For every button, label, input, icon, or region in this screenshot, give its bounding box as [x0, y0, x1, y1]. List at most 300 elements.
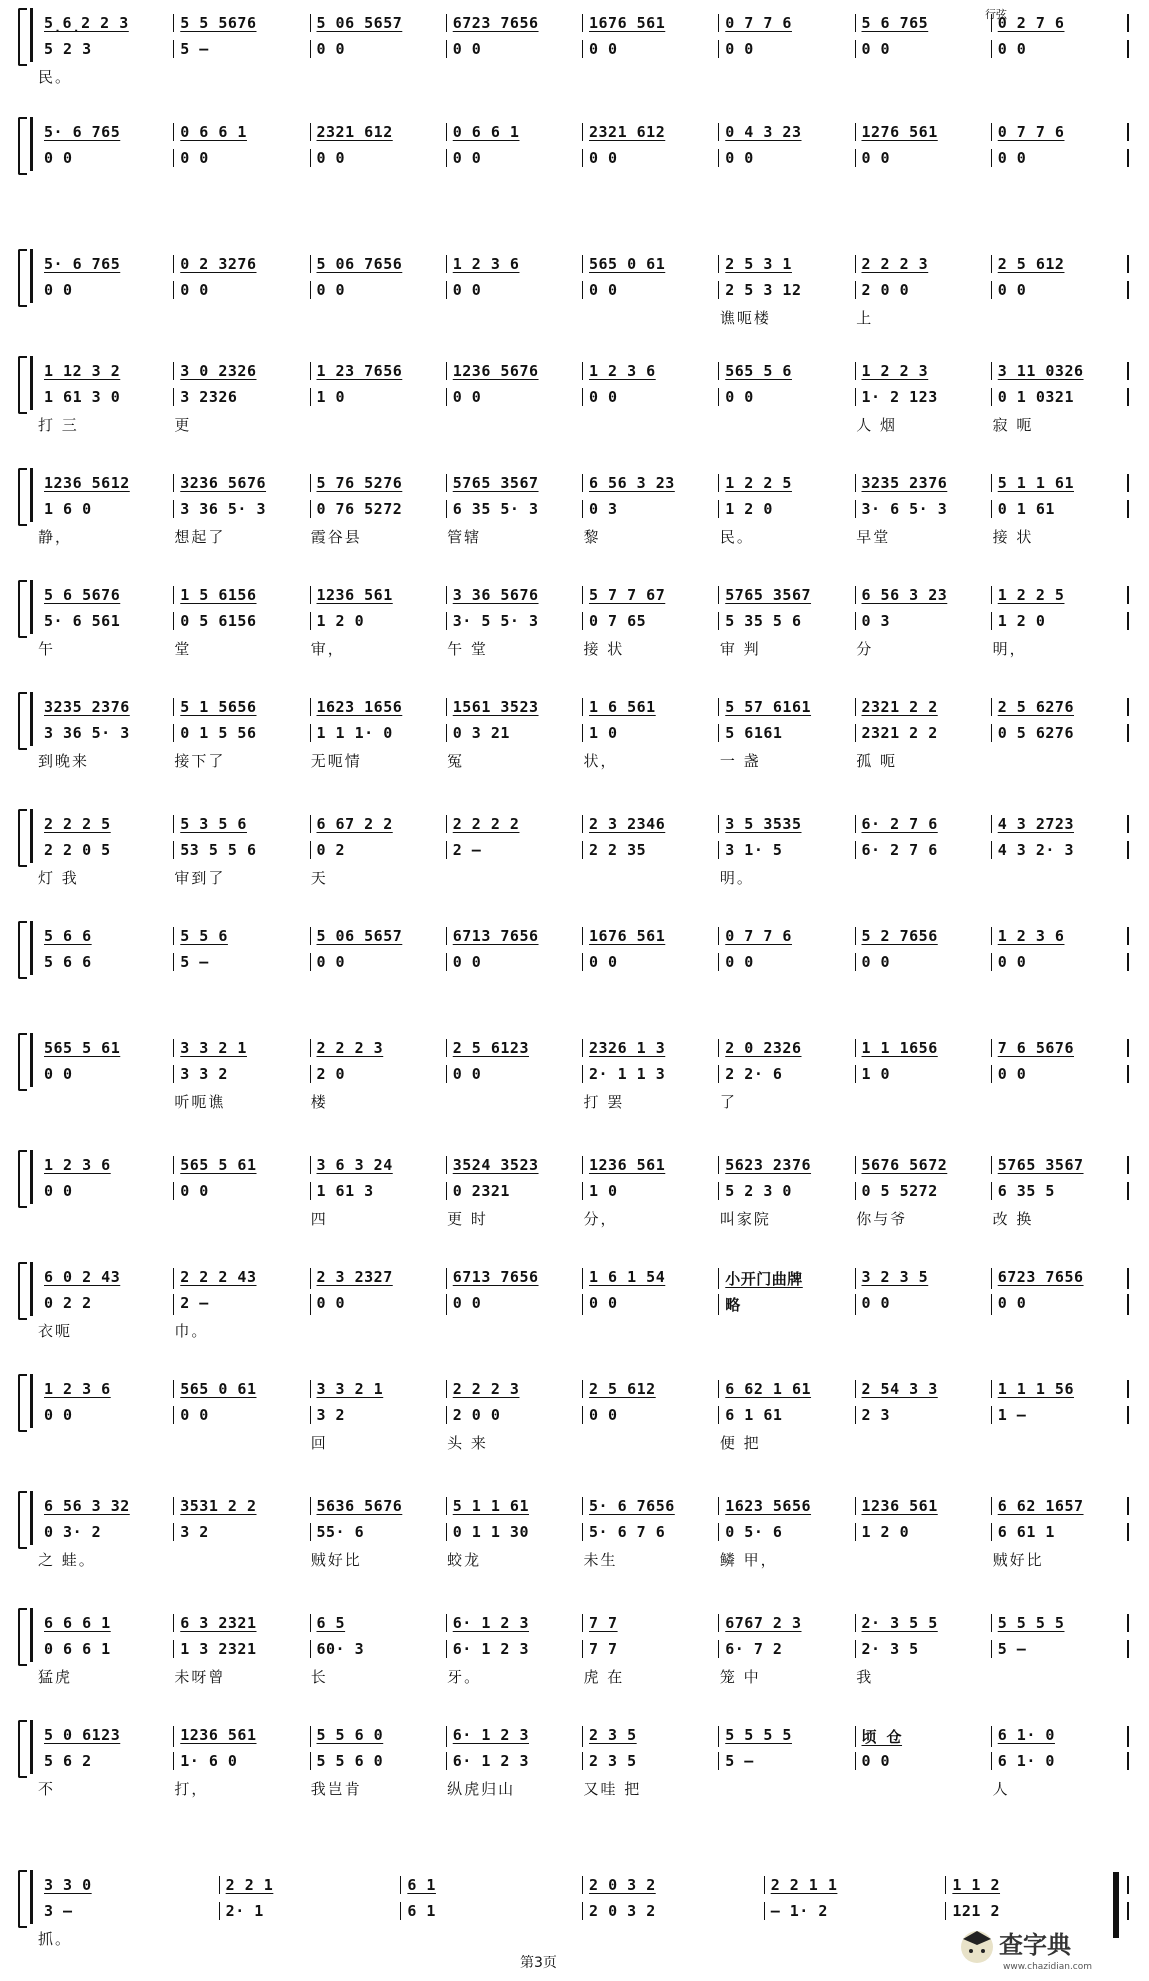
measure: 2 – — [174, 1294, 310, 1315]
measure: 略 — [719, 1294, 855, 1315]
lyric-text — [720, 1320, 856, 1341]
measure: 6 62 1657 — [992, 1497, 1129, 1515]
measure: 0 0 — [856, 1752, 992, 1770]
measure: 5 06 7656 — [311, 255, 447, 273]
lyric-line — [38, 638, 1129, 659]
melody-line — [38, 815, 1129, 833]
measure: 1 0 — [583, 724, 719, 742]
system-barline — [30, 117, 33, 171]
measure: 1 – — [992, 1406, 1129, 1424]
measure: 2 2· 6 — [719, 1065, 855, 1083]
measure: 2 0 0 — [856, 281, 992, 299]
measure: 3524 3523 — [447, 1156, 583, 1174]
measure: 0 0 — [856, 953, 992, 971]
measure: 1236 561 — [856, 1497, 992, 1515]
measure: 5 5 6 0 — [311, 1752, 447, 1770]
lyric-text: 寂 呃 — [992, 416, 1034, 434]
measure: 2 2 2 3 — [447, 1380, 583, 1398]
measure: 6723 7656 — [447, 14, 583, 32]
measure: 1623 5656 — [719, 1497, 855, 1515]
measure: 1 12 3 2 — [38, 362, 174, 380]
lyric-text — [447, 66, 583, 87]
lyric-text: 谯呃楼 — [719, 309, 771, 327]
measure: 2326 1 3 — [583, 1039, 719, 1057]
measure: 2321 612 — [311, 123, 447, 141]
measure: 1236 561 — [174, 1726, 310, 1747]
measure: 0 3 21 — [447, 724, 583, 742]
accompaniment-line — [38, 281, 1129, 299]
lyric-text: 无呃情 — [310, 752, 362, 770]
measure: 0 3 — [856, 612, 992, 630]
system-barline — [30, 1720, 33, 1774]
lyric-text — [447, 1320, 583, 1341]
measure: 顷 仓 — [856, 1726, 992, 1747]
measure: 5̣6̣2 2 3 — [38, 14, 174, 32]
measure: 2· 3 5 5 — [856, 1614, 992, 1632]
measure: 2 0 0 — [447, 1406, 583, 1424]
lyric-text — [447, 867, 583, 888]
measure: 2 5 612 — [583, 1380, 719, 1398]
melody-line — [38, 1156, 1129, 1174]
lyric-line — [38, 414, 1129, 435]
score-system — [0, 249, 1149, 329]
measure: 5 2 7656 — [856, 927, 992, 945]
lyric-text — [993, 1320, 1129, 1341]
measure: 1623 1656 — [311, 698, 447, 716]
lyric-text: 抓。 — [38, 1930, 73, 1948]
lyric-text — [856, 66, 992, 87]
measure: 0 0 — [583, 149, 719, 167]
measure: 2 0 — [311, 1065, 447, 1083]
measure: 2 2 2 43 — [174, 1268, 310, 1289]
measure: 3 2326 — [174, 388, 310, 406]
measure: 2· 1 1 3 — [583, 1065, 719, 1083]
accompaniment-line — [38, 841, 1129, 859]
measure: 1676 561 — [583, 927, 719, 945]
system-barline — [30, 1150, 33, 1204]
watermark-url: www.chazidian.com — [1003, 1962, 1093, 1972]
measure: 1236 5676 — [447, 362, 583, 380]
measure: 565 0 61 — [174, 1380, 310, 1398]
measure: 5636 5676 — [311, 1497, 447, 1515]
system-bracket — [18, 1262, 27, 1320]
measure: 2 54 3 3 — [856, 1380, 992, 1398]
accompaniment-line — [38, 1182, 1129, 1200]
lyric-text — [856, 1320, 992, 1341]
measure: 0 0 — [38, 1406, 174, 1424]
accompaniment-line — [38, 1065, 1129, 1083]
lyric-text: 纵虎归山 — [447, 1780, 516, 1798]
accompaniment-line — [38, 500, 1129, 518]
measure: 2 2 2 3 — [311, 1039, 447, 1057]
measure: 1 2 2 5 — [719, 474, 855, 492]
measure: 1 5 6156 — [174, 586, 310, 604]
lyric-text: 打 三 — [38, 416, 79, 434]
measure: 0 0 — [38, 1065, 174, 1083]
measure: 5765 3567 — [447, 474, 583, 492]
measure: 0 7 7 6 — [992, 123, 1129, 141]
measure: 0 0 — [856, 40, 992, 58]
measure: 1 6 1 54 — [583, 1268, 719, 1289]
system-bracket — [18, 249, 27, 307]
measure: 3236 5676 — [174, 474, 310, 492]
measure: 0 6 6 1 — [447, 123, 583, 141]
measure: 0 0 — [583, 388, 719, 406]
lyric-text — [584, 66, 720, 87]
score-system — [0, 1150, 1149, 1230]
accompaniment-line — [38, 1752, 1129, 1770]
measure: 6 1· 0 — [992, 1726, 1129, 1747]
lyric-text — [993, 66, 1129, 87]
measure: 6 1 — [401, 1902, 583, 1920]
measure: 7 6 5676 — [992, 1039, 1129, 1057]
measure: 0 3· 2 — [38, 1523, 174, 1541]
measure: 1 2 2 3 — [856, 362, 992, 380]
melody-line — [38, 1268, 1129, 1289]
lyric-text — [993, 1666, 1129, 1687]
measure: 0 0 — [992, 953, 1129, 971]
measure: 0 0 — [447, 40, 583, 58]
measure: 3 0 2326 — [174, 362, 310, 380]
measure: 565 0 61 — [583, 255, 719, 273]
lyric-text: 未呀曾 — [174, 1668, 226, 1686]
lyric-text: 孤 呃 — [856, 752, 898, 770]
measure: 5765 3567 — [992, 1156, 1129, 1174]
measure: 2321 612 — [583, 123, 719, 141]
accompaniment-line — [38, 1640, 1129, 1658]
score-system — [0, 580, 1149, 660]
measure: 1 1 1· 0 — [311, 724, 447, 742]
system-bracket — [18, 1150, 27, 1208]
measure: 0 0 — [992, 40, 1129, 58]
measure: 3 36 5· 3 — [174, 500, 310, 518]
lyric-text: 明。 — [719, 869, 754, 887]
lyric-text: 头 来 — [447, 1434, 488, 1452]
lyric-text — [993, 307, 1129, 328]
measure: 0 5 6276 — [992, 724, 1129, 742]
measure: 5 1 1 61 — [992, 474, 1129, 492]
measure: 1 2 3 6 — [447, 255, 583, 273]
measure: 3 3 2 1 — [311, 1380, 447, 1398]
measure: 2 3 — [856, 1406, 992, 1424]
score-system — [0, 8, 1149, 88]
measure: 5 5 5 5 — [992, 1614, 1129, 1632]
lyric-text: 状， — [583, 752, 618, 770]
melody-line — [38, 1614, 1129, 1632]
measure: 1 2 3 6 — [38, 1380, 174, 1398]
measure: 0 0 — [447, 953, 583, 971]
measure: 小开门曲牌 — [719, 1268, 855, 1289]
melody-line — [38, 698, 1129, 716]
measure: 3 36 5676 — [447, 586, 583, 604]
measure: 2 5 6276 — [992, 698, 1129, 716]
measure: 0 5· 6 — [719, 1523, 855, 1541]
measure: 5 – — [174, 953, 310, 971]
measure: 1 6 0 — [38, 500, 174, 518]
measure: 6 62 1 61 — [719, 1380, 855, 1398]
measure: 6 67 2 2 — [311, 815, 447, 833]
lyric-text: 霞谷县 — [310, 528, 362, 546]
lyric-text — [174, 307, 310, 328]
accompaniment-line — [38, 1523, 1129, 1541]
measure: 0 2 2 — [38, 1294, 174, 1315]
accompaniment-line — [38, 40, 1129, 58]
measure: 565 5 6 — [719, 362, 855, 380]
lyric-text: 我岂肯 — [310, 1780, 362, 1798]
watermark-brand: 查字典 — [999, 1931, 1071, 1959]
measure: 5 5 6 0 — [311, 1726, 447, 1747]
measure: 0 7 7 6 — [719, 927, 855, 945]
lyric-text — [993, 1432, 1129, 1453]
measure: 1· 6 0 — [174, 1752, 310, 1770]
system-barline — [30, 249, 33, 303]
lyric-text — [584, 1432, 720, 1453]
melody-line — [38, 14, 1129, 32]
lyric-text: 灯 我 — [38, 869, 79, 887]
measure: 6· 2 7 6 — [856, 815, 992, 833]
lyric-text — [311, 1320, 447, 1341]
score-system — [0, 1720, 1149, 1800]
measure: 53 5 5 6 — [174, 841, 310, 859]
measure: 1236 561 — [583, 1156, 719, 1174]
system-bracket — [18, 921, 27, 979]
lyric-text: 午 — [38, 640, 56, 658]
measure: 3 2 3 5 — [856, 1268, 992, 1289]
measure: 0 0 — [992, 281, 1129, 299]
accompaniment-line — [38, 1406, 1129, 1424]
lyric-text: 巾。 — [174, 1322, 209, 1340]
measure: 1 2 2 5 — [992, 586, 1129, 604]
measure: 6 1 — [401, 1876, 583, 1894]
measure: 1 1 1656 — [856, 1039, 992, 1057]
lyric-text: 打， — [174, 1780, 209, 1798]
measure: 5 3 5 6 — [174, 815, 310, 833]
measure: 2 2 35 — [583, 841, 719, 859]
lyric-text: 人 烟 — [856, 416, 898, 434]
measure: 6 1· 0 — [992, 1752, 1129, 1770]
lyric-text: 接 状 — [583, 640, 625, 658]
measure: 5 57 6161 — [719, 698, 855, 716]
measure: 0 0 — [311, 281, 447, 299]
measure: 5· 6 765 — [38, 123, 174, 141]
melody-line — [38, 1497, 1129, 1515]
lyric-text: 黎 — [583, 528, 601, 546]
lyric-text: 未生 — [583, 1551, 618, 1569]
measure: 5 06 5657 — [311, 14, 447, 32]
system-bracket — [18, 580, 27, 638]
measure: 2 2 2 3 — [856, 255, 992, 273]
measure: 2 3 5 — [583, 1752, 719, 1770]
measure: 1 2 0 — [719, 500, 855, 518]
measure: 1236 561 — [311, 586, 447, 604]
lyric-text: 人 — [992, 1780, 1010, 1798]
measure: 0 0 — [311, 40, 447, 58]
measure: 2 3 5 — [583, 1726, 719, 1747]
measure: 0 0 — [174, 149, 310, 167]
measure: 0 0 — [583, 281, 719, 299]
measure: 2 5 3 1 — [719, 255, 855, 273]
measure: 0 1 5 56 — [174, 724, 310, 742]
measure: 5· 6 765 — [38, 255, 174, 273]
lyric-text: 到晚来 — [38, 752, 90, 770]
measure: 5 1 5656 — [174, 698, 310, 716]
measure: 6 35 5· 3 — [447, 500, 583, 518]
accompaniment-line — [38, 388, 1129, 406]
lyric-text: 了 — [719, 1093, 737, 1111]
measure: 5 7 7 67 — [583, 586, 719, 604]
lyric-text — [311, 66, 447, 87]
melody-line — [38, 474, 1129, 492]
measure: 1 3 2321 — [174, 1640, 310, 1658]
measure: 5 76 5276 — [311, 474, 447, 492]
measure: 0 0 — [719, 149, 855, 167]
measure: 2 3 2327 — [311, 1268, 447, 1289]
lyric-text: 蛟龙 — [447, 1551, 482, 1569]
system-bracket — [18, 356, 27, 414]
measure: 121 2 — [946, 1902, 1129, 1920]
measure: 5623 2376 — [719, 1156, 855, 1174]
measure: 5· 6 7 6 — [583, 1523, 719, 1541]
string-instrument-label: 行弦 — [985, 8, 1007, 21]
lyric-text: 叫家院 — [719, 1210, 771, 1228]
lyric-text: 猛虎 — [38, 1668, 73, 1686]
lyric-text: 一 盏 — [719, 752, 761, 770]
measure: 0 0 — [992, 1065, 1129, 1083]
measure: 1236 5612 — [38, 474, 174, 492]
measure: 0 3 — [583, 500, 719, 518]
score-system — [0, 117, 1149, 197]
measure: 6713 7656 — [447, 1268, 583, 1289]
measure: 2 2 1 1 — [765, 1876, 947, 1894]
system-barline — [30, 1608, 33, 1662]
measure: 0 2 7 6 — [992, 14, 1129, 32]
measure: 1 1 2 — [946, 1876, 1129, 1894]
system-barline — [30, 692, 33, 746]
score-system — [0, 1033, 1149, 1113]
measure: 3 1· 5 — [719, 841, 855, 859]
measure: 6 1 61 — [719, 1406, 855, 1424]
system-bracket — [18, 1720, 27, 1778]
lyric-text: 虎 在 — [583, 1668, 625, 1686]
lyric-text: 笼 中 — [719, 1668, 761, 1686]
measure: 3 3 2 1 — [174, 1039, 310, 1057]
measure: 0 0 — [311, 149, 447, 167]
measure: 6 35 5 — [992, 1182, 1129, 1200]
lyric-text — [856, 1778, 992, 1799]
measure: 0 0 — [583, 953, 719, 971]
measure: 1276 561 — [856, 123, 992, 141]
measure: 2 3 2346 — [583, 815, 719, 833]
lyric-line — [38, 750, 1129, 771]
melody-line — [38, 1039, 1129, 1057]
lyric-text — [311, 307, 447, 328]
lyric-text: 堂 — [174, 640, 192, 658]
melody-line — [38, 255, 1129, 273]
measure: 3531 2 2 — [174, 1497, 310, 1515]
lyric-text — [993, 867, 1129, 888]
melody-line — [38, 123, 1129, 141]
system-bracket — [18, 117, 27, 175]
lyric-text: 上 — [856, 309, 874, 327]
lyric-text — [720, 414, 856, 435]
measure: 1 2 3 6 — [992, 927, 1129, 945]
lyric-text — [447, 414, 583, 435]
lyric-text — [856, 867, 992, 888]
measure: 5 06 5657 — [311, 927, 447, 945]
measure: 5 5 5676 — [174, 14, 310, 32]
system-barline — [30, 1262, 33, 1316]
measure: 6· 1 2 3 — [447, 1614, 583, 1632]
lyric-line — [38, 1549, 1129, 1570]
measure: 0 0 — [583, 40, 719, 58]
measure: 0 0 — [311, 1294, 447, 1315]
measure: 6767 2 3 — [719, 1614, 855, 1632]
measure: 0 1 1 30 — [447, 1523, 583, 1541]
lyric-text — [38, 1091, 174, 1112]
measure: 1· 2 123 — [856, 388, 992, 406]
measure: 5 0 6123 — [38, 1726, 174, 1747]
accompaniment-line — [38, 953, 1129, 971]
measure: 3 2 — [174, 1523, 310, 1541]
measure: 3 2 — [311, 1406, 447, 1424]
measure: 2321 2 2 — [856, 724, 992, 742]
lyric-text: 不 — [38, 1780, 56, 1798]
page-number: 第3页 — [520, 1955, 557, 1971]
measure: 3 36 5· 3 — [38, 724, 174, 742]
system-barline — [30, 1491, 33, 1545]
lyric-line — [38, 1208, 1129, 1229]
measure: 6 61 1 — [992, 1523, 1129, 1541]
measure: 6 56 3 23 — [856, 586, 992, 604]
measure: 565 5 61 — [174, 1156, 310, 1174]
score-system — [0, 356, 1149, 436]
system-barline — [30, 356, 33, 410]
measure: 5 6 765 — [856, 14, 992, 32]
measure: 0 1 0321 — [992, 388, 1129, 406]
measure: 5 – — [174, 40, 310, 58]
measure: 0 2 3276 — [174, 255, 310, 273]
measure: 0 0 — [38, 281, 174, 299]
measure: 6 0 2 43 — [38, 1268, 174, 1289]
score-system — [0, 921, 1149, 1001]
system-bracket — [18, 1608, 27, 1666]
lyric-text: 贼好比 — [992, 1551, 1044, 1569]
measure: 3 – — [38, 1902, 220, 1920]
measure: 0 0 — [174, 1406, 310, 1424]
measure: 1 2 0 — [992, 612, 1129, 630]
lyric-text: 之 蛙。 — [38, 1551, 96, 1569]
site-watermark — [955, 1915, 1140, 1975]
lyric-line — [38, 1666, 1129, 1687]
measure: 6 56 3 23 — [583, 474, 719, 492]
measure: 0 0 — [856, 1294, 992, 1315]
lyric-text: 衣呃 — [38, 1322, 73, 1340]
measure: 1 2 0 — [311, 612, 447, 630]
lyric-text: 楼 — [310, 1093, 328, 1111]
measure: 1 1 1 56 — [992, 1380, 1129, 1398]
measure: 5 1 1 61 — [447, 1497, 583, 1515]
measure: 5 6 6 — [38, 927, 174, 945]
melody-line — [38, 586, 1129, 604]
measure: 0 0 — [38, 149, 174, 167]
measure: 2 0 3 2 — [583, 1902, 765, 1920]
lyric-text: 早堂 — [856, 528, 891, 546]
accompaniment-line — [38, 149, 1129, 167]
measure: 1 0 — [583, 1182, 719, 1200]
measure: 1 6 561 — [583, 698, 719, 716]
measure: 1 0 — [856, 1065, 992, 1083]
lyric-text: 牙。 — [447, 1668, 482, 1686]
